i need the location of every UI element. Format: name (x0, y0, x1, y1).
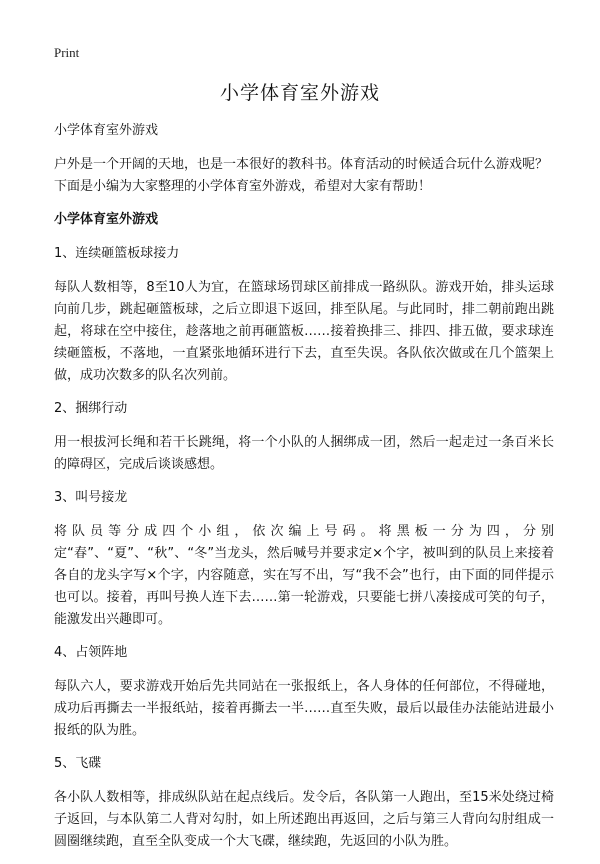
game-body-1: 每队人数相等，8至10人为宜，在篮球场罚球区前排成一路纵队。游戏开始，排头运球向前几步，跳起砸篮板球，之后立即退下返回，排至队尾。与此同时，排二朝前跑出跳起，将球在空中接住，趁落地之前再砸篮板……接着换排三、排四、排五做，要求球连续砸篮板，不落地，一直紧张地循环进行下去，直至失误。各队依次做或在几个篮架上做，成功次数多的队名次列前。 (54, 280, 554, 383)
game-body-3: 将队员等分成四个小组，依次编上号码。将黑板一分为四，分别定“春”、“夏”、“秋”、“冬”当龙头，然后喊号并要求定×个字，被叫到的队员上来接着各自的龙头字写×个字，内容随意，实在写不出，写“我不会”也行，由下面的同伴提示也可以。接着，再叫号换人连下去……第一轮游戏，只要能七拼八凑接成可笑的句子，能激发出兴趣即可。 (54, 524, 554, 627)
game-body-4: 每队六人，要求游戏开始后先共同站在一张报纸上，各人身体的任何部位，不得碰地，成功后再撕去一半报纸站，接着再撕去一半……直至失败，最后以最佳办法能站进最小报纸的队为胜。 (54, 679, 554, 738)
article-content (54, 120, 554, 864)
game-heading-5: 5、飞碟 (54, 756, 102, 771)
game-heading-3: 3、叫号接龙 (54, 490, 128, 505)
intro-paragraph: 户外是一个开阔的天地，也是一本很好的教科书。体育活动的时候适合玩什么游戏呢？下面是小编为大家整理的小学体育室外游戏，希望对大家有帮助！ (54, 157, 549, 194)
game-body-2: 用一根拔河长绳和若干长跳绳，将一个小队的人捆绑成一团，然后一起走过一条百米长的障碍区，完成后谈谈感想。 (54, 435, 554, 472)
article-subtitle: 小学体育室外游戏 (54, 123, 159, 138)
game-body-5: 各小队人数相等，排成纵队站在起点线后。发令后，各队第一人跑出，至15米处绕过椅子返回，与本队第二人背对勾肘，如上所述跑出再返回，之后与第三人背向勾肘组成一圆圈继续跑，直至全队变成一个大飞碟，继续跑，先返回的小队为胜。 (54, 790, 554, 849)
game-heading-1: 1、连续砸篮板球接力 (54, 246, 180, 261)
section-heading: 小学体育室外游戏 (54, 212, 159, 227)
page-title: 小学体育室外游戏 (219, 82, 380, 104)
print-link[interactable]: Print (54, 45, 80, 60)
game-heading-4: 4、占领阵地 (54, 645, 128, 660)
game-heading-2: 2、捆绑行动 (54, 401, 128, 416)
